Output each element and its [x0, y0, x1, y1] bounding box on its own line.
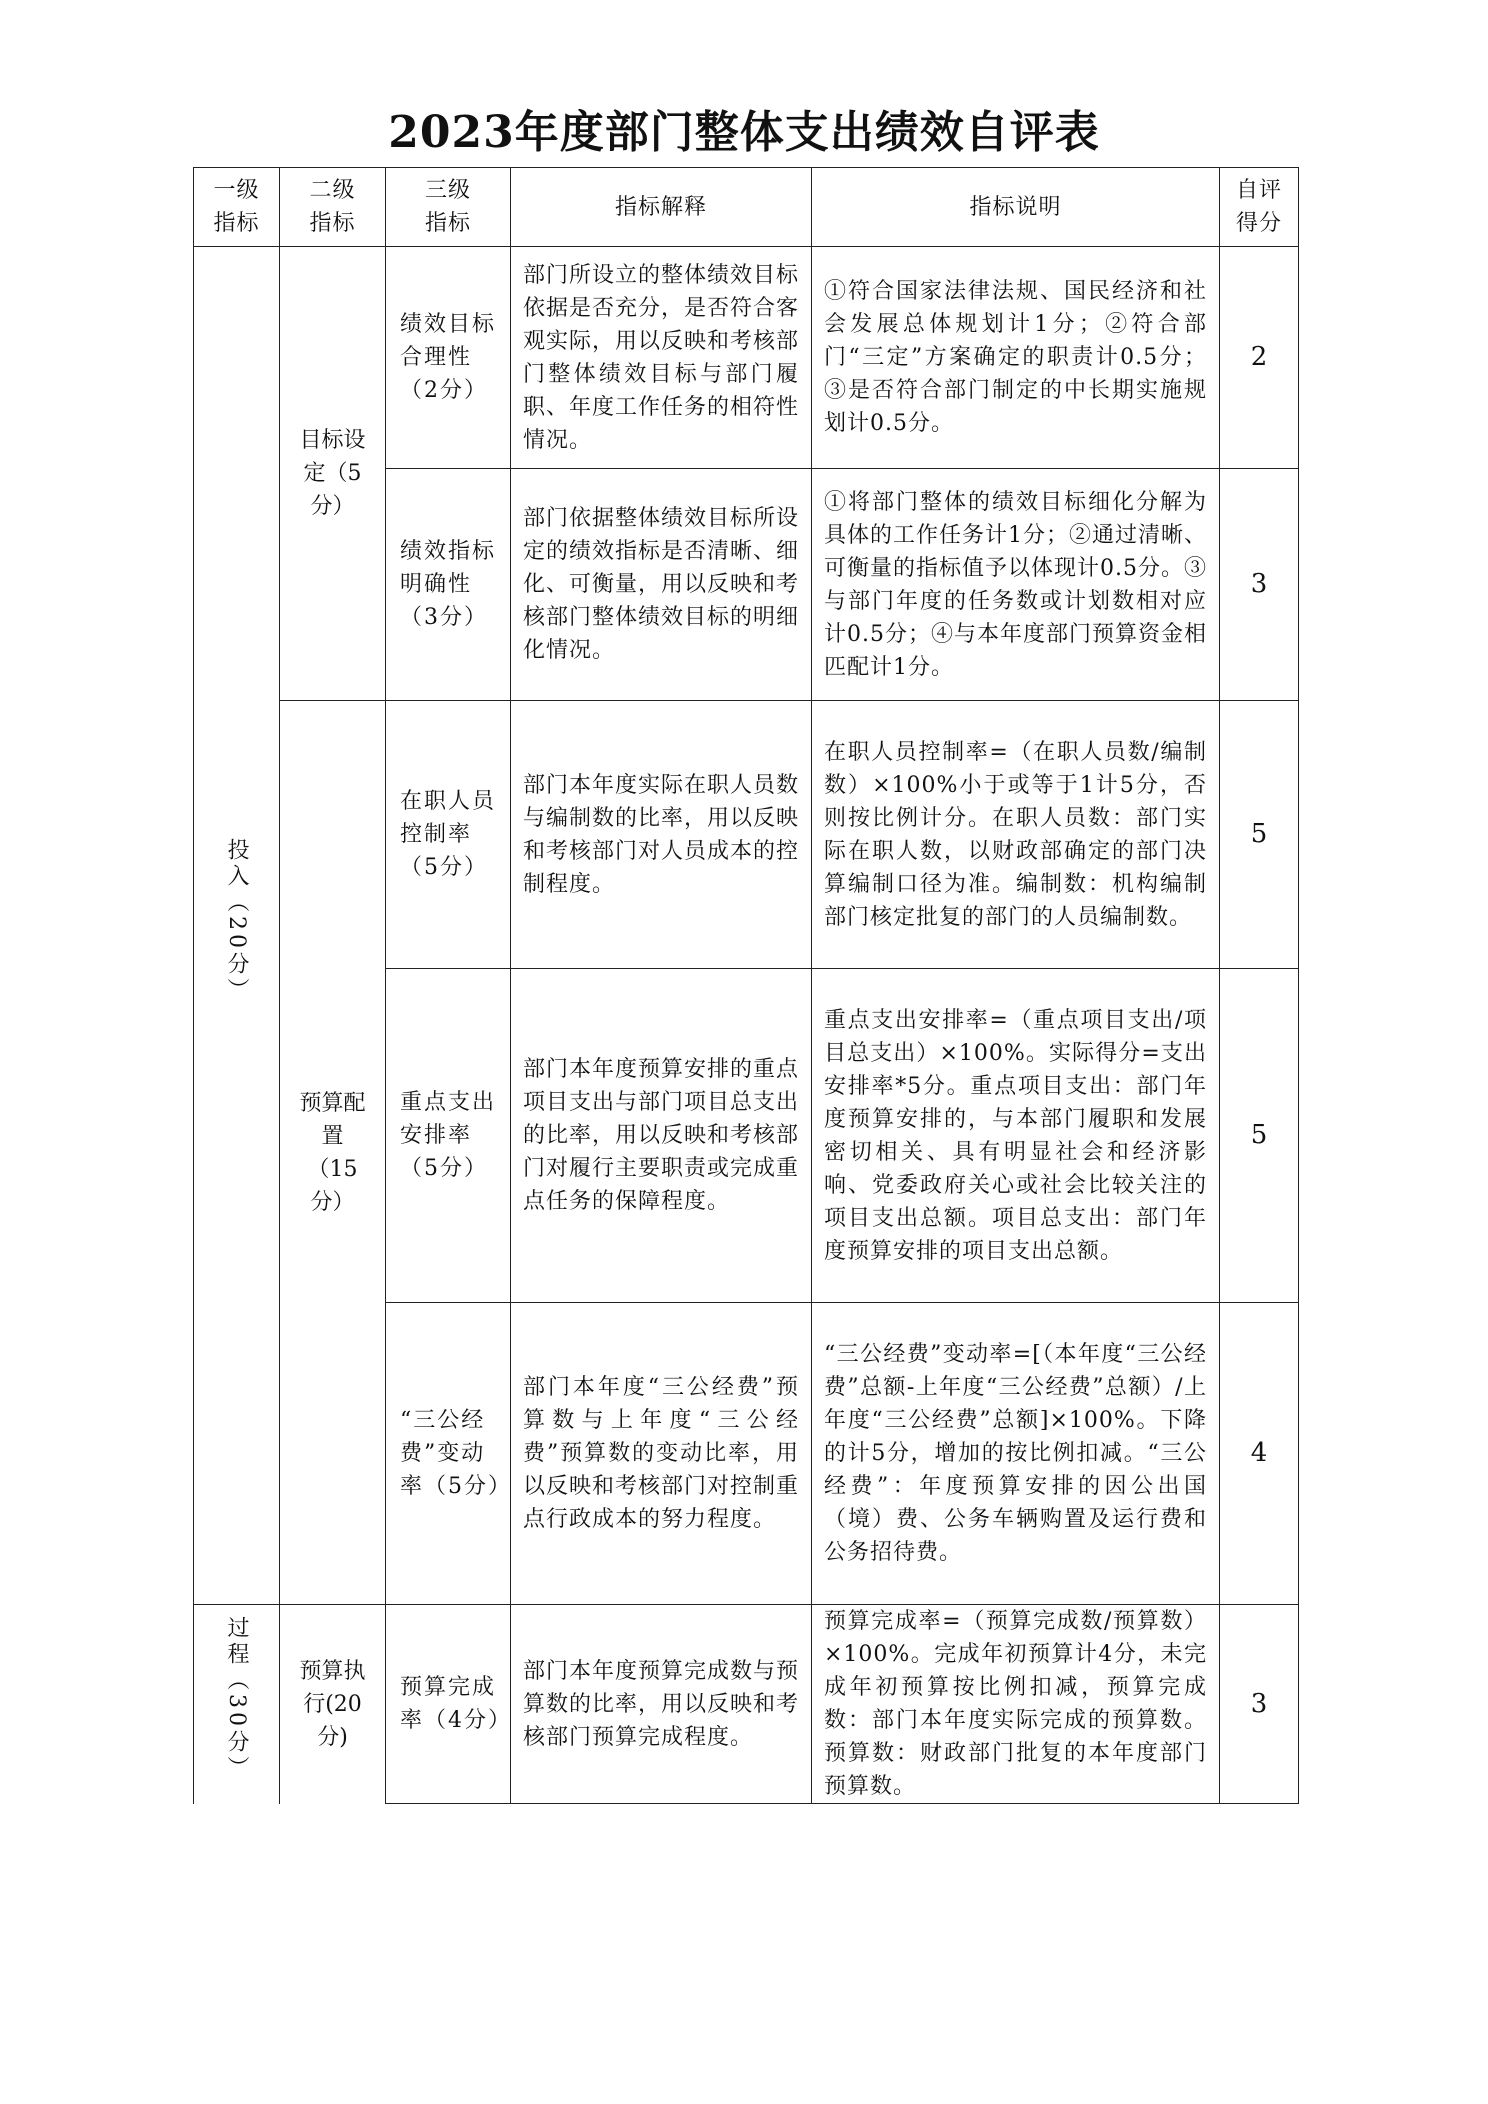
description-cell: 重点支出安排率=（重点项目支出/项目总支出）×100%。实际得分=支出安排率*5分。重点项目支出：部门年度预算安排的，与本部门履职和发展密切相关、具有明显社会和经济影响、党委政府关心或社会比较关注的项目支出总额。项目总支出：部门年度预算安排的项目支出总额。 — [812, 969, 1220, 1303]
explanation-cell: 部门本年度实际在职人员数与编制数的比率，用以反映和考核部门对人员成本的控制程度。 — [511, 701, 812, 969]
score-cell: 5 — [1220, 701, 1299, 969]
description-cell: ①将部门整体的绩效目标细化分解为具体的工作任务计1分；②通过清晰、可衡量的指标值予以体现计0.5分。③与部门年度的任务数或计划数相对应计0.5分；④与本年度部门预算资金相匹配计1分。 — [812, 469, 1220, 701]
header-score: 自评得分 — [1220, 168, 1299, 247]
description-cell: 预算完成率=（预算完成数/预算数）×100%。完成年初预算计4分，未完成年初预算按比例扣减，预算完成数：部门本年度实际完成的预算数。预算数：财政部门批复的本年度部门预算数。 — [812, 1605, 1220, 1804]
score-cell: 4 — [1220, 1303, 1299, 1605]
indicator-cell: 预算完成率（4分） — [386, 1605, 511, 1804]
score-cell: 3 — [1220, 469, 1299, 701]
score-cell: 5 — [1220, 969, 1299, 1303]
description-cell: 在职人员控制率=（在职人员数/编制数）×100%小于或等于1计5分，否则按比例计分。在职人员数：部门实际在职人数，以财政部确定的部门决算编制口径为准。编制数：机构编制部门核定批复的部门的人员编制数。 — [812, 701, 1220, 969]
score-cell: 2 — [1220, 247, 1299, 469]
header-explain: 指标解释 — [511, 168, 812, 247]
page-title: 2023年度部门整体支出绩效自评表 — [388, 107, 1100, 158]
explanation-cell: 部门本年度“三公经费”预算数与上年度“三公经费”预算数的变动比率，用以反映和考核部门对控制重点行政成本的努力程度。 — [511, 1303, 812, 1605]
indicator-cell: 在职人员控制率（5分） — [386, 701, 511, 969]
explanation-cell: 部门本年度预算完成数与预算数的比率，用以反映和考核部门预算完成程度。 — [511, 1605, 812, 1804]
header-level3: 三级指标 — [386, 168, 511, 247]
group-input: 投入（20分） — [194, 247, 280, 1605]
subgroup-budget-config: 预算配置（15分） — [280, 701, 386, 1605]
group-process: 过程（30分） — [194, 1605, 280, 1804]
explanation-cell: 部门依据整体绩效目标所设定的绩效指标是否清晰、细化、可衡量，用以反映和考核部门整体绩效目标的明细化情况。 — [511, 469, 812, 701]
performance-table — [193, 167, 1299, 1804]
header-level1: 一级指标 — [194, 168, 280, 247]
description-cell: “三公经费”变动率=[（本年度“三公经费”总额-上年度“三公经费”总额）/上年度“三公经费”总额]×100%。下降的计5分，增加的按比例扣减。“三公经费”：年度预算安排的因公出国（境）费、公务车辆购置及运行费和公务招待费。 — [812, 1303, 1220, 1605]
description-cell: ①符合国家法律法规、国民经济和社会发展总体规划计1分；②符合部门“三定”方案确定的职责计0.5分；③是否符合部门制定的中长期实施规划计0.5分。 — [812, 247, 1220, 469]
subgroup-budget-exec: 预算执行(20分) — [280, 1605, 386, 1804]
indicator-cell: 绩效指标明确性（3分） — [386, 469, 511, 701]
subgroup-target: 目标设定（5分） — [280, 247, 386, 701]
header-row — [194, 168, 1299, 247]
indicator-cell: “三公经费”变动率（5分） — [386, 1303, 511, 1605]
explanation-cell: 部门本年度预算安排的重点项目支出与部门项目总支出的比率，用以反映和考核部门对履行主要职责或完成重点任务的保障程度。 — [511, 969, 812, 1303]
indicator-cell: 绩效目标合理性（2分） — [386, 247, 511, 469]
explanation-cell: 部门所设立的整体绩效目标依据是否充分，是否符合客观实际，用以反映和考核部门整体绩效目标与部门履职、年度工作任务的相符性情况。 — [511, 247, 812, 469]
indicator-cell: 重点支出安排率（5分） — [386, 969, 511, 1303]
table-row — [194, 701, 1299, 969]
score-cell: 3 — [1220, 1605, 1299, 1804]
table-row — [194, 1605, 1299, 1804]
table-row — [194, 247, 1299, 469]
header-desc: 指标说明 — [812, 168, 1220, 247]
header-level2: 二级指标 — [280, 168, 386, 247]
